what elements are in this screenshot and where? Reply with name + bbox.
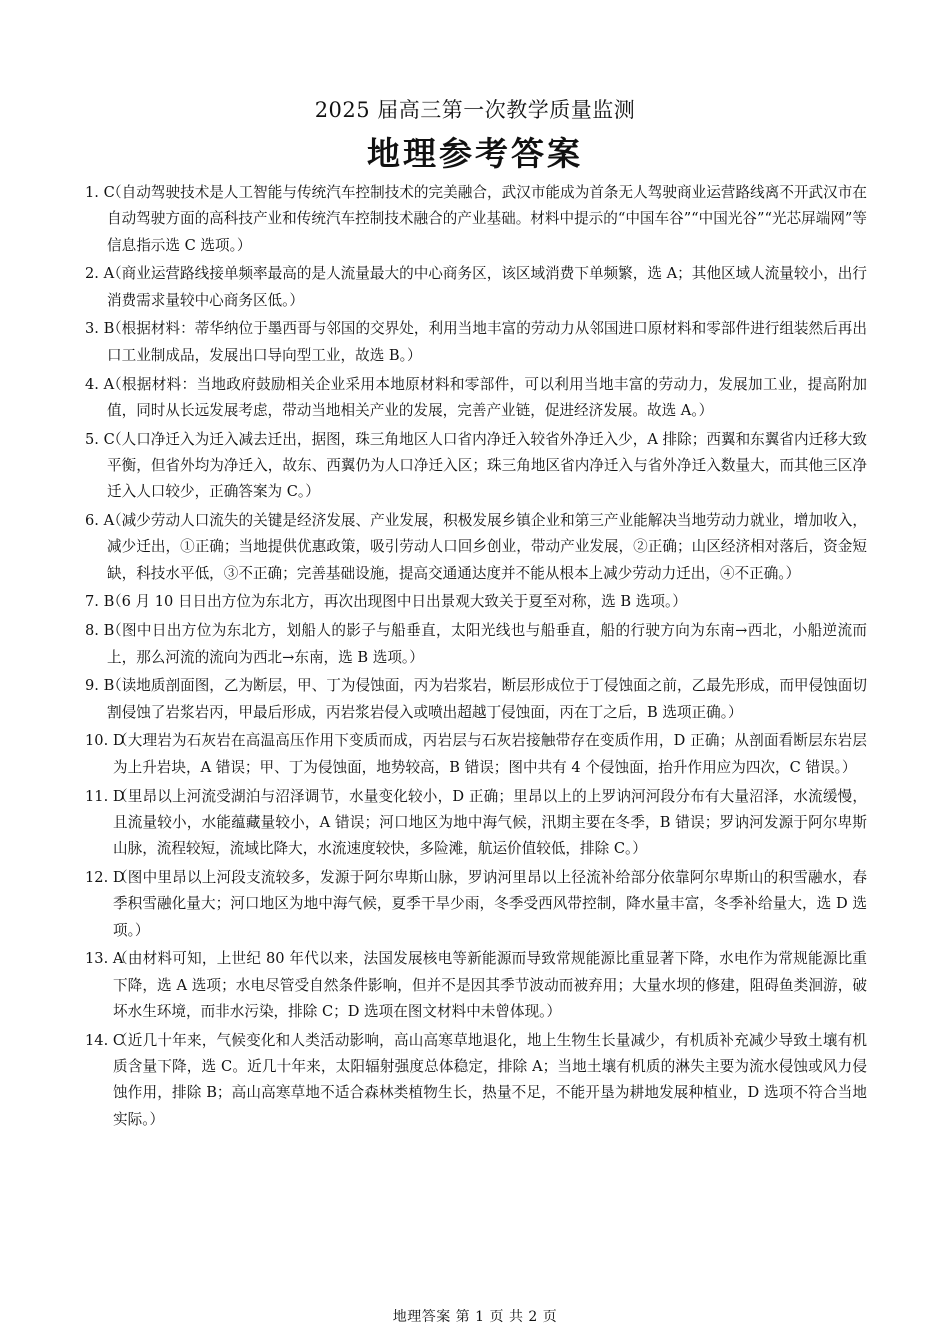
answer-item-6	[85, 508, 867, 587]
page-footer: 地理答案 第 1 页 共 2 页	[392, 1309, 558, 1325]
answer-number: 8. B	[85, 622, 115, 640]
answer-item-8	[85, 618, 867, 671]
exam-subtitle: 2025 届高三第一次教学质量监测	[314, 98, 636, 122]
answer-item-13	[85, 946, 867, 1025]
answer-number: 1. C	[85, 184, 115, 201]
answer-item-4	[85, 372, 867, 425]
answer-explanation: （图中日出方位为东北方，划船人的影子与船垂直，太阳光线也与船垂直，船的行驶方向为东南→西北，小船逆流而上，那么河流的流向为西北→东南，选 B 选项。）	[107, 622, 867, 666]
answer-number: 14. C	[85, 1031, 125, 1049]
answer-number: 12. D	[85, 868, 125, 886]
answer-explanation: （读地质剖面图，乙为断层，甲、丁为侵蚀面，丙为岩浆岩，断层形成位于丁侵蚀面之前，乙最先形成，而甲侵蚀面切割侵蚀了岩浆岩丙，甲最后形成，丙岩浆岩侵入或喷出超越丁侵蚀面，丙在丁之后，B 选项正确。）	[107, 677, 867, 721]
answer-number: 4. A	[85, 375, 115, 393]
answer-number: 2. A	[85, 265, 115, 283]
answer-explanation: （人口净迁入为迁入减去迁出，据图，珠三角地区人口省内净迁入较省外净迁入少，A 排除；西翼和东翼省内迁移大致平衡，但省外均为净迁入，故东、西翼仍为人口净迁入区；珠三角地区省内净迁入与省外净迁入数量大，而其他三区净迁入人口较少，正确答案为 C。）	[107, 430, 867, 501]
answer-number: 10. D	[85, 732, 125, 750]
answer-item-14	[85, 1028, 867, 1133]
answer-number: 11. D	[85, 787, 125, 805]
answer-list	[85, 180, 867, 1135]
answer-item-7	[85, 589, 867, 615]
page-title: 地理参考答案	[367, 134, 583, 173]
answer-item-1	[85, 180, 867, 259]
answer-item-11	[85, 784, 867, 863]
answer-number: 13. A	[85, 950, 124, 968]
answer-item-9	[85, 673, 867, 726]
answer-item-10	[85, 728, 867, 781]
answer-number: 3. B	[85, 320, 115, 338]
answer-number: 6. A	[85, 512, 115, 530]
answer-explanation: （大理岩为石灰岩在高温高压作用下变质而成，丙岩层与石灰岩接触带存在变质作用，D 正确；从剖面看断层东岩层为上升岩块，A 错误；甲、丁为侵蚀面，地势较高，B 错误；图中共有 4 个侵蚀面，抬升作用应为四次，C 错误。）	[113, 732, 867, 776]
answer-number: 7. B	[85, 593, 115, 611]
answer-explanation: （里昂以上河流受湖泊与沼泽调节，水量变化较小，D 正确；里昂以上的上罗讷河河段分布有大量沼泽，水流缓慢，且流量较小，水能蕴藏量较小，A 错误；河口地区为地中海气候，汛期主要在冬季，B 错误；罗讷河发源于阿尔卑斯山脉，流程较短，流域比降大，水流速度较快，多险滩，航运价值较低，排除 C。）	[113, 787, 867, 858]
answer-explanation: （自动驾驶技术是人工智能与传统汽车控制技术的完美融合，武汉市能成为首条无人驾驶商业运营路线离不开武汉市在自动驾驶方面的高科技产业和传统汽车控制技术融合的产业基础。材料中提示的“中国车谷”“中国光谷”“光芯屏端网”等信息指示选 C 选项。）	[107, 184, 867, 254]
answer-explanation: （商业运营路线接单频率最高的是人流量最大的中心商务区，该区域消费下单频繁，选 A；其他区域人流量较小，出行消费需求量较中心商务区低。）	[107, 265, 867, 309]
answer-item-2	[85, 261, 867, 314]
answer-explanation: （图中里昂以上河段支流较多，发源于阿尔卑斯山脉，罗讷河里昂以上径流补给部分依靠阿尔卑斯山的积雪融水，春季积雪融化量大；河口地区为地中海气候，夏季干旱少雨，冬季受西风带控制，降水量丰富，冬季补给量大，选 D 选项。）	[113, 868, 867, 939]
answer-number: 5. C	[85, 430, 115, 448]
answer-explanation: （由材料可知，上世纪 80 年代以来，法国发展核电等新能源而导致常规能源比重显著下降，水电作为常规能源比重下降，选 A 选项；水电尽管受自然条件影响，但并不是因其季节波动而被弃用；大量水坝的修建，阻碍鱼类洄游，破坏水生环境，而非水污染，排除 C；D 选项在图文材料中未曾体现。）	[113, 950, 867, 1020]
answer-explanation: （根据材料：当地政府鼓励相关企业采用本地原材料和零部件，可以利用当地丰富的劳动力，发展加工业，提高附加值，同时从长远发展考虑，带动当地相关产业的发展，完善产业链，促进经济发展。故选 A。）	[107, 375, 867, 419]
answer-number: 9. B	[85, 677, 115, 695]
answer-item-3	[85, 316, 867, 369]
answer-explanation: （减少劳动人口流失的关键是经济发展、产业发展，积极发展乡镇企业和第三产业能解决当地劳动力就业，增加收入，减少迁出，①正确；当地提供优惠政策，吸引劳动人口回乡创业，带动产业发展，②正确；山区经济相对落后，资金短缺，科技水平低，③不正确；完善基础设施，提高交通通达度并不能从根本上减少劳动力迁出，④不正确。）	[107, 512, 867, 582]
answer-explanation: （6 月 10 日日出方位为东北方，再次出现图中日出景观大致关于夏至对称，选 B 选项。）	[107, 593, 687, 611]
answer-explanation: （根据材料：蒂华纳位于墨西哥与邻国的交界处，利用当地丰富的劳动力从邻国进口原材料和零部件进行组装然后再出口工业制成品，发展出口导向型工业，故选 B。）	[107, 320, 867, 364]
answer-item-5	[85, 427, 867, 506]
answer-explanation: （近几十年来，气候变化和人类活动影响，高山高寒草地退化，地上生物生长量减少，有机质补充减少导致土壤有机质含量下降，选 C。近几十年来，太阳辐射强度总体稳定，排除 A；当地土壤有机质的淋失主要为流水侵蚀或风力侵蚀作用，排除 B；高山高寒草地不适合森林类植物生长，热量不足，不能开垦为耕地发展种植业，D 选项不符合当地实际。）	[113, 1031, 867, 1128]
answer-item-12	[85, 865, 867, 944]
